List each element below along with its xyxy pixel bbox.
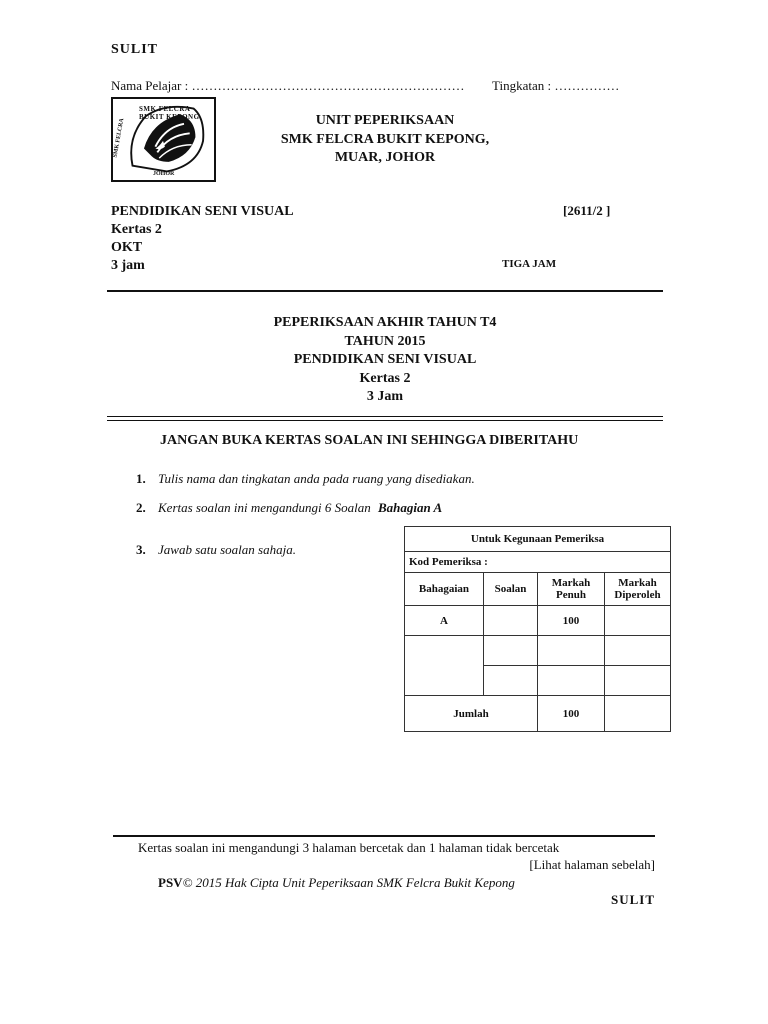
exam-title: PEPERIKSAAN AKHIR TAHUN T4 (273, 315, 497, 330)
psv-code: PSV (158, 875, 183, 890)
divider-double-b (107, 420, 663, 421)
header-full-marks: Markah Penuh (538, 573, 605, 606)
table-row (405, 636, 671, 666)
warning-text: JANGAN BUKA KERTAS SOALAN INI SEHINGGA DIBERITAHU (160, 433, 579, 448)
row-section: A (405, 606, 484, 636)
subject-name: PENDIDIKAN SENI VISUAL (111, 204, 294, 219)
exam-duration: 3 Jam (366, 389, 404, 404)
row-question-cell[interactable] (484, 666, 538, 696)
exam-subject: PENDIDIKAN SENI VISUAL (293, 352, 477, 367)
subject-code: [2611/2 ] (563, 203, 611, 218)
instruction-section: Bahagian A (377, 500, 443, 515)
row-question-cell[interactable] (484, 606, 538, 636)
student-name-field[interactable]: Nama Pelajar : ……………………………………………………… (111, 78, 465, 93)
examiner-code-field[interactable]: Kod Pemeriksa : (405, 552, 671, 573)
row-full-marks-cell[interactable] (538, 636, 605, 666)
classification-top: SULIT (111, 42, 159, 57)
examiner-table (404, 526, 671, 732)
school-location: MUAR, JOHOR (334, 150, 436, 165)
logo-text-bottom: JOHOR (153, 171, 175, 177)
copyright-line (158, 875, 515, 891)
subject-paper: Kertas 2 (111, 222, 162, 237)
unit-title: UNIT PEPERIKSAAN (315, 113, 455, 128)
divider-double-a (107, 416, 663, 417)
instruction-number: 3. (136, 542, 146, 557)
school-name: SMK FELCRA BUKIT KEPONG, (280, 131, 490, 147)
duration-words: TIGA JAM (502, 258, 557, 270)
table-total-row (405, 696, 671, 732)
row-full-marks-cell[interactable] (538, 666, 605, 696)
school-heading (240, 112, 530, 168)
instruction-text: Tulis nama dan tingkatan anda pada ruang yang disediakan. (158, 471, 475, 486)
logo-text-left: SMK FELCRA (112, 117, 126, 159)
total-label: Jumlah (405, 696, 538, 732)
total-marks-obtained-cell[interactable] (605, 696, 671, 732)
exam-title-block (200, 314, 570, 407)
subject-info (111, 203, 294, 275)
school-logo (111, 97, 216, 182)
subject-month: OKT (111, 240, 143, 255)
pages-note: Kertas soalan ini mengandungi 3 halaman bercetak dan 1 halaman tidak bercetak (138, 840, 560, 855)
row-marks-obtained-cell[interactable] (605, 606, 671, 636)
table-title: Untuk Kegunaan Pemeriksa (405, 527, 671, 552)
copyright-text: © 2015 Hak Cipta Unit Peperiksaan SMK Felcra Bukit Kepong (182, 875, 515, 890)
row-marks-obtained-cell[interactable] (605, 636, 671, 666)
header-question: Soalan (484, 573, 538, 606)
exam-year: TAHUN 2015 (344, 333, 426, 349)
logo-text: SMK FELCRA BUKIT KEPONG (139, 105, 200, 121)
row-full-marks: 100 (538, 606, 605, 636)
footer-divider (113, 835, 655, 837)
instruction-number: 2. (136, 500, 146, 515)
instruction-number: 1. (136, 471, 146, 486)
instruction-text: Kertas soalan ini mengandungi 6 Soalan (158, 500, 374, 515)
instruction-text: Jawab satu soalan sahaja. (158, 542, 296, 557)
instruction-2 (136, 500, 442, 516)
row-question-cell[interactable] (484, 636, 538, 666)
row-section-empty (405, 636, 484, 696)
instruction-1 (136, 471, 475, 487)
table-row (405, 606, 671, 636)
next-page-note: [Lihat halaman sebelah] (529, 857, 655, 872)
header-section: Bahagaian (405, 573, 484, 606)
row-marks-obtained-cell[interactable] (605, 666, 671, 696)
total-full-marks: 100 (538, 696, 605, 732)
divider-top (107, 290, 663, 292)
form-field[interactable]: Tingkatan : …………… (492, 78, 620, 93)
exam-paper: Kertas 2 (359, 370, 411, 386)
instruction-3 (136, 542, 296, 558)
header-marks-obtained: Markah Diperoleh (605, 573, 671, 606)
classification-bottom: SULIT (610, 892, 655, 907)
subject-duration: 3 jam (111, 258, 145, 273)
